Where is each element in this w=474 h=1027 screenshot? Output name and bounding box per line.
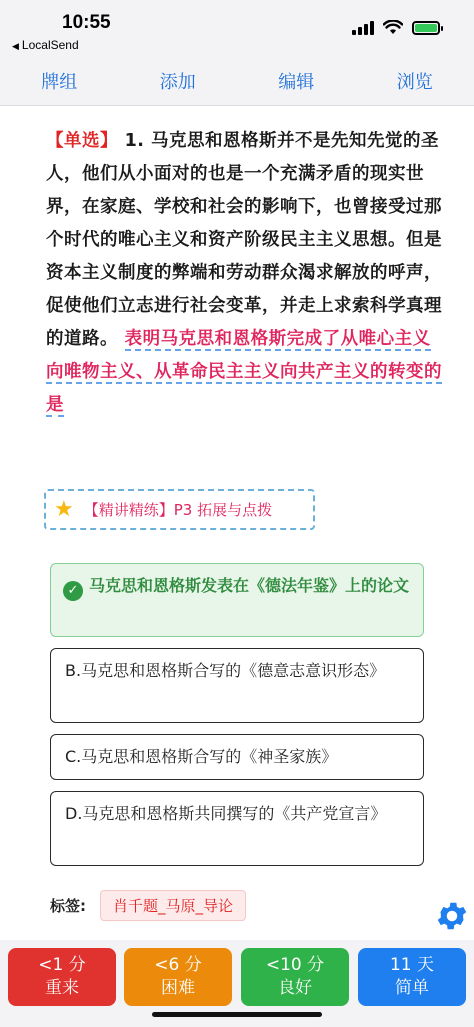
option-text: B.马克思和恩格斯合写的《德意志意识形态》 xyxy=(65,661,386,680)
question-number: 1. xyxy=(124,131,145,151)
nav-browse[interactable]: 浏览 xyxy=(396,72,433,93)
tag-chip[interactable]: 肖千题_马原_导论 xyxy=(100,890,246,921)
system-icons xyxy=(352,20,440,35)
status-bar xyxy=(0,0,474,60)
nav-decks[interactable]: 牌组 xyxy=(41,72,78,93)
question-highlight: 表明马克思和恩格斯完成了从唯心主义向唯物主义、从革命民主主义向共产主义的转变的是 xyxy=(46,329,442,415)
easy-button[interactable] xyxy=(358,948,466,1006)
good-label: 良好 xyxy=(278,978,312,998)
option-c[interactable] xyxy=(50,734,424,780)
home-indicator[interactable] xyxy=(152,1012,322,1017)
again-interval: <1 分 xyxy=(38,955,86,975)
easy-interval: 11 天 xyxy=(389,955,435,975)
battery-charging-icon xyxy=(412,21,440,35)
star-icon: ★ xyxy=(54,497,74,522)
wifi-icon xyxy=(383,20,403,35)
nav-add[interactable]: 添加 xyxy=(159,72,196,93)
gear-icon[interactable] xyxy=(434,898,470,934)
hint-box[interactable] xyxy=(44,489,315,530)
good-button[interactable] xyxy=(241,948,349,1006)
option-text: C.马克思和恩格斯合写的《神圣家族》 xyxy=(65,747,338,766)
back-to-app-link[interactable] xyxy=(12,38,79,52)
option-d[interactable] xyxy=(50,791,424,866)
cellular-signal-icon xyxy=(352,21,374,35)
hard-label: 困难 xyxy=(161,978,195,998)
hard-button[interactable] xyxy=(124,948,232,1006)
question-type-tag: 【单选】 xyxy=(46,131,118,151)
good-interval: <10 分 xyxy=(265,955,325,975)
option-text: D.马克思和恩格斯共同撰写的《共产党宣言》 xyxy=(65,804,387,823)
nav-edit[interactable]: 编辑 xyxy=(278,72,315,93)
check-circle-icon: ✓ xyxy=(63,581,83,601)
tags-label: 标签: xyxy=(50,897,86,915)
again-label: 重来 xyxy=(45,978,79,998)
option-text: 马克思和恩格斯发表在《德法年鉴》上的论文 xyxy=(89,576,410,595)
again-button[interactable] xyxy=(8,948,116,1006)
hint-text: 【精讲精练】P3 拓展与点拨 xyxy=(83,501,273,519)
question-text xyxy=(46,125,442,422)
option-b[interactable] xyxy=(50,648,424,723)
question-body: 马克思和恩格斯并不是先知先觉的圣人，他们从小面对的也是一个充满矛盾的现实世界，在家庭、学校和社会的影响下，也曾接受过那个时代的唯心主义和资产阶级民主主义思想。但是资本主义制度的弊端和劳动群众渴求解放的呼声，促使他们立志进行社会变革，并走上求索科学真理的道路。 xyxy=(46,131,442,349)
back-app-label: LocalSend xyxy=(21,38,79,52)
top-nav xyxy=(0,60,474,106)
hard-interval: <6 分 xyxy=(154,955,202,975)
tags-row xyxy=(50,890,246,921)
option-a-correct[interactable] xyxy=(50,563,424,637)
status-time: 10:55 xyxy=(62,12,111,33)
easy-label: 简单 xyxy=(395,978,429,998)
back-triangle-icon: ◀ xyxy=(12,41,19,51)
